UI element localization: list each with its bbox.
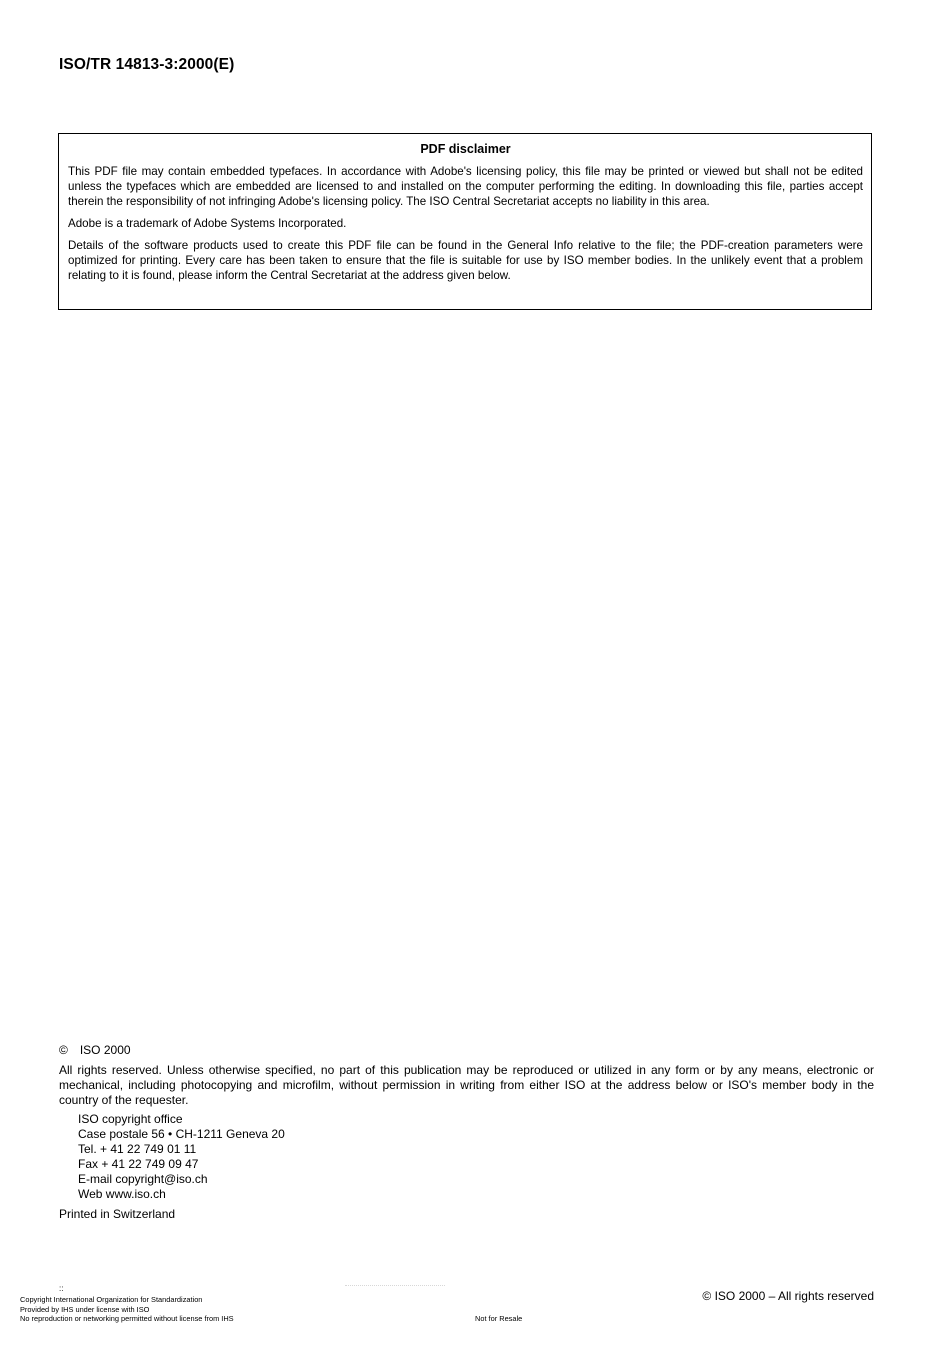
footer-mark: :: [59, 1284, 64, 1293]
copyright-year: ISO 2000 [79, 1043, 131, 1057]
copyright-line [59, 1043, 874, 1058]
document-id: ISO/TR 14813-3:2000(E) [59, 56, 235, 73]
address-line: ISO copyright office [78, 1112, 183, 1126]
printed-in: Printed in Switzerland [59, 1207, 176, 1221]
address-line: Case postale 56 • CH-1211 Geneva 20 [78, 1127, 285, 1141]
footer-license-line: No reproduction or networking permitted without license from IHS [20, 1314, 234, 1323]
footer-license-line: Copyright International Organization for Standardization [20, 1295, 203, 1304]
disclaimer-paragraph-trademark: Adobe is a trademark of Adobe Systems Incorporated. [68, 217, 347, 230]
address-phone: Tel. + 41 22 749 01 11 [78, 1142, 197, 1156]
copyright-block [59, 1043, 874, 1222]
address-email: E-mail copyright@iso.ch [78, 1172, 208, 1186]
copyright-office-address [78, 1112, 874, 1202]
footer-license-line: Provided by IHS under license with ISO [20, 1304, 150, 1314]
faint-dotted-mark [345, 1285, 445, 1292]
disclaimer-title: PDF disclaimer [420, 142, 511, 156]
not-for-resale: Not for Resale [475, 1314, 523, 1323]
footer-license-notice [20, 1295, 234, 1324]
address-web: Web www.iso.ch [78, 1187, 166, 1201]
disclaimer-paragraph-typefaces: This PDF file may contain embedded typefaces. In accordance with Adobe's licensing policy, this file may be printed or viewed but shall not be edited unless the typefaces which are embedded are licensed to and installed on the computer performing the editing. In downloading this file, parties accept therein the responsibility of not infringing Adobe's licensing policy. The ISO Central Secretariat accepts no liability in this area. [68, 165, 863, 208]
copyright-symbol: © [59, 1043, 68, 1057]
rights-reserved-text: All rights reserved. Unless otherwise specified, no part of this publication may be reproduced or utilized in any form or by any means, electronic or mechanical, including photocopying and microfilm, without permission in writing from either ISO at the address below or ISO's member body in the country of the requester. [59, 1063, 874, 1107]
pdf-disclaimer-box [58, 133, 872, 310]
disclaimer-paragraph-details: Details of the software products used to create this PDF file can be found in the General Info relative to the file; the PDF-creation parameters were optimized for printing. Every care has been taken to ensure that the file is suitable for use by ISO member bodies. In the unlikely event that a problem relating to it is found, please inform the Central Secretariat at the address given below. [68, 239, 863, 282]
address-fax: Fax + 41 22 749 09 47 [78, 1157, 199, 1171]
footer-copyright: © ISO 2000 – All rights reserved [702, 1289, 874, 1303]
